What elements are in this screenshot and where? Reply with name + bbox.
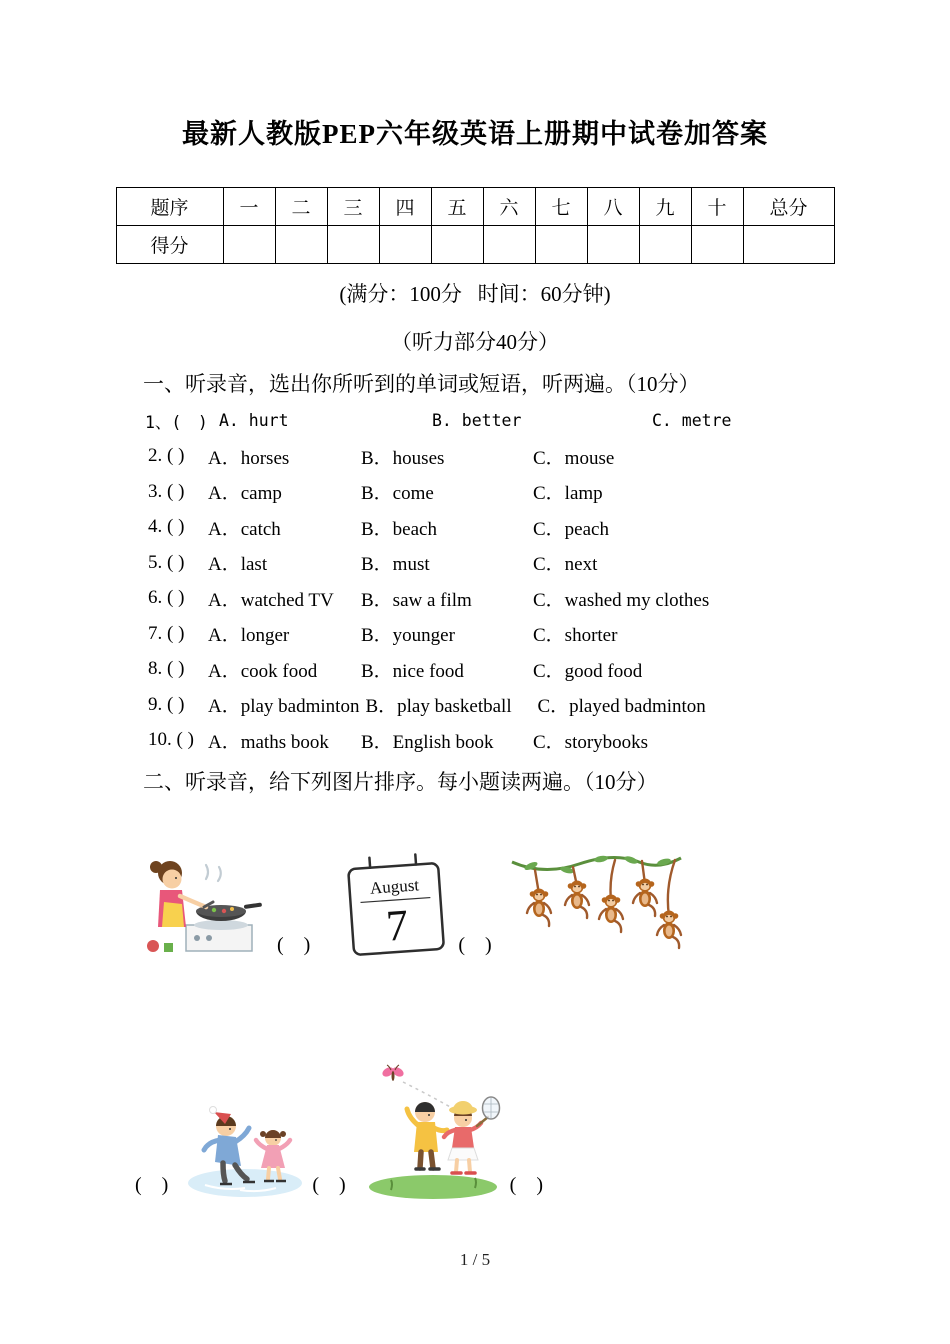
page-number: 1 / 5 [459,1250,491,1269]
question-number: 7. ( ) [148,622,185,644]
option-c: C．good food [533,660,643,682]
option-b: B．houses [361,447,445,469]
listening-section-header: （听力部分40分） [391,330,559,354]
option-a: A．maths book [208,731,329,753]
section1-questions [0,403,950,758]
score-note: (满分：100分 时间：60分钟) [339,282,611,306]
question-number: 6. ( ) [148,587,185,609]
score-blank-cell [223,226,275,264]
score-header-cell: 四 [379,188,431,226]
option-a: A．play badminton [208,696,360,718]
score-header-cell: 八 [587,188,639,226]
question-row [148,545,950,581]
option-c: C．shorter [533,625,618,647]
question-row [148,616,950,652]
section2-heading: 二、听录音，给下列图片排序。每小题读两遍。（10分） [143,770,658,794]
option-b: B．nice food [361,660,464,682]
question-number: 1、( ) [145,412,208,432]
option-b: B．play basketball [365,696,512,718]
option-c: C．storybooks [533,731,649,753]
question-number: 10. ( ) [148,729,194,751]
question-number: 8. ( ) [148,658,185,680]
score-header-cell: 五 [431,188,483,226]
option-a: A．camp [208,483,282,505]
score-row-label: 得分 [116,226,223,264]
question-row [148,723,950,759]
score-header-cell: 六 [483,188,535,226]
question-row [148,510,950,546]
option-a: A．watched TV [208,589,334,611]
score-header-cell: 九 [639,188,691,226]
page-title: 最新人教版PEP六年级英语上册期中试卷加答案 [182,119,768,149]
calendar-image [341,850,451,960]
score-header-cell: 一 [223,188,275,226]
monkeys-image [509,840,684,960]
score-header-cell: 七 [535,188,587,226]
option-c: C．mouse [533,447,615,469]
score-blank-cell [587,226,639,264]
score-blank-cell [275,226,327,264]
score-blank-cell [379,226,431,264]
picture-row-1 [140,840,950,960]
butterfly-icon [380,1065,404,1081]
score-header-cell: 总分 [743,188,834,226]
option-a: A．last [208,554,268,576]
cooking-woman-image [140,845,270,960]
option-c: C．lamp [533,483,603,505]
score-table-header-row [116,188,834,226]
score-header-cell: 三 [327,188,379,226]
question-number: 5. ( ) [148,551,185,573]
picture-row-2 [128,1060,950,1200]
option-b: B．younger [361,625,455,647]
score-table-score-row [116,226,834,264]
calendar-day-text: 7 [384,900,411,951]
score-blank-cell [535,226,587,264]
answer-bracket: ( ) [277,934,311,956]
score-header-cell: 二 [275,188,327,226]
section1-heading: 一、听录音，选出你所听到的单词或短语，听两遍。（10分） [143,372,700,396]
option-b: B. better [432,411,522,431]
score-blank-cell [483,226,535,264]
butterfly-catching-image [363,1060,503,1200]
answer-bracket: ( ) [458,934,492,956]
option-b: B．beach [361,518,437,540]
option-c: C．played badminton [537,696,706,718]
question-row [145,403,950,439]
score-blank-cell [431,226,483,264]
option-b: B．English book [361,731,494,753]
score-header-cell: 十 [691,188,743,226]
option-a: A．cook food [208,660,318,682]
calendar-month-text: August [369,875,420,898]
option-a: A．horses [208,447,290,469]
option-b: B．must [361,554,430,576]
option-c: C．next [533,554,598,576]
question-row [148,652,950,688]
option-a: A．longer [208,625,290,647]
score-blank-cell [327,226,379,264]
option-c: C．peach [533,518,609,540]
option-b: B．come [361,483,434,505]
score-blank-cell [691,226,743,264]
option-b: B．saw a film [361,589,472,611]
score-table [116,187,835,264]
option-c: C. metre [652,411,732,431]
question-number: 9. ( ) [148,693,185,715]
option-a: A. hurt [219,411,289,431]
question-number: 2. ( ) [148,445,185,467]
answer-bracket: ( ) [312,1174,346,1196]
question-row [148,439,950,475]
score-blank-cell [639,226,691,264]
score-blank-cell [743,226,834,264]
score-header-cell: 题序 [116,188,223,226]
question-number: 3. ( ) [148,480,185,502]
answer-bracket: ( ) [509,1174,543,1196]
option-a: A．catch [208,518,281,540]
answer-bracket: ( ) [135,1174,169,1196]
question-row [148,687,950,723]
question-number: 4. ( ) [148,516,185,538]
option-c: C．washed my clothes [533,589,710,611]
question-row [148,474,950,510]
question-row [148,581,950,617]
skating-children-image [185,1088,305,1200]
